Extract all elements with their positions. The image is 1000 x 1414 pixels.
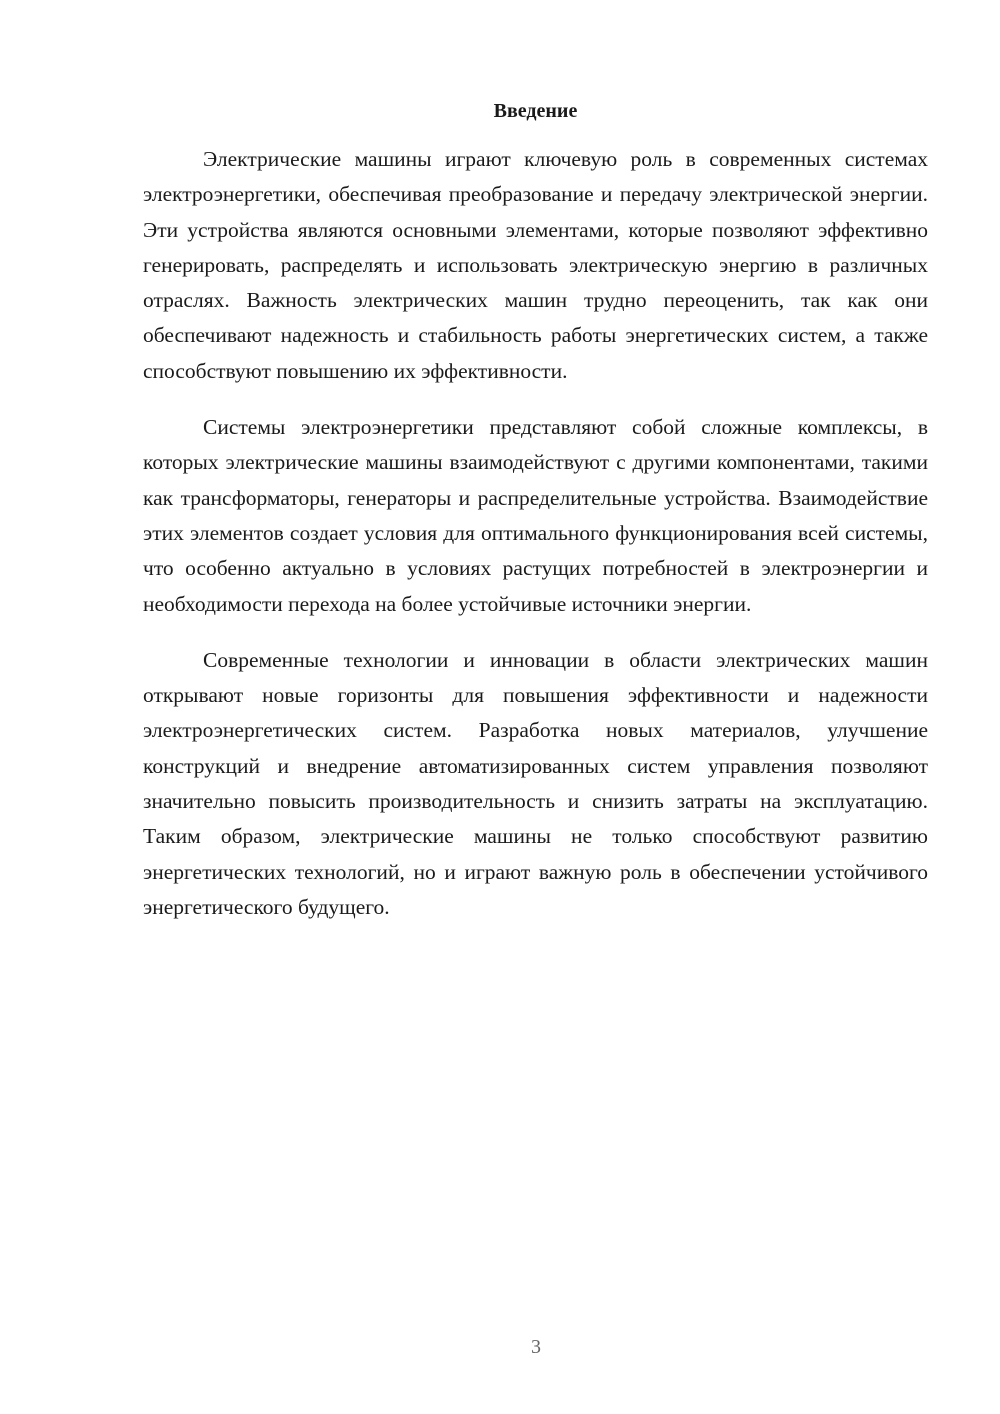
page-number: 3: [531, 1336, 541, 1358]
page-title: Введение: [493, 100, 578, 122]
paragraph-2: Системы электроэнергетики представляют собой сложные комплексы, в которых электрические машины взаимодействуют с другими компонентами, такими как трансформаторы, генераторы и распределительные устройства. Взаимодействие этих элементов создает условия для оптимального функционирования всей системы, что особенно актуально в условиях растущих потребностей в электроэнергии и необходимости перехода на более устойчивые источники энергии.: [143, 415, 928, 616]
paragraph-3: Современные технологии и инновации в области электрических машин открывают новые горизонты для повышения эффективности и надежности электроэнергетических систем. Разработка новых материалов, улучшение конструкций и внедрение автоматизированных систем управления позволяют значительно повысить производительность и снизить затраты на эксплуатацию. Таким образом, электрические машины не только способствуют развитию энергетических технологий, но и играют важную роль в обеспечении устойчивого энергетического будущего.: [143, 647, 928, 919]
body-text: [143, 142, 928, 946]
paragraph-1: Электрические машины играют ключевую роль в современных системах электроэнергетики, обеспечивая преобразование и передачу электрической энергии. Эти устройства являются основными элементами, которые позволяют эффективно генерировать, распределять и использовать электрическую энергию в различных отраслях. Важность электрических машин трудно переоценить, так как они обеспечивают надежность и стабильность работы энергетических систем, а также способствуют повышению их эффективности.: [143, 147, 928, 383]
